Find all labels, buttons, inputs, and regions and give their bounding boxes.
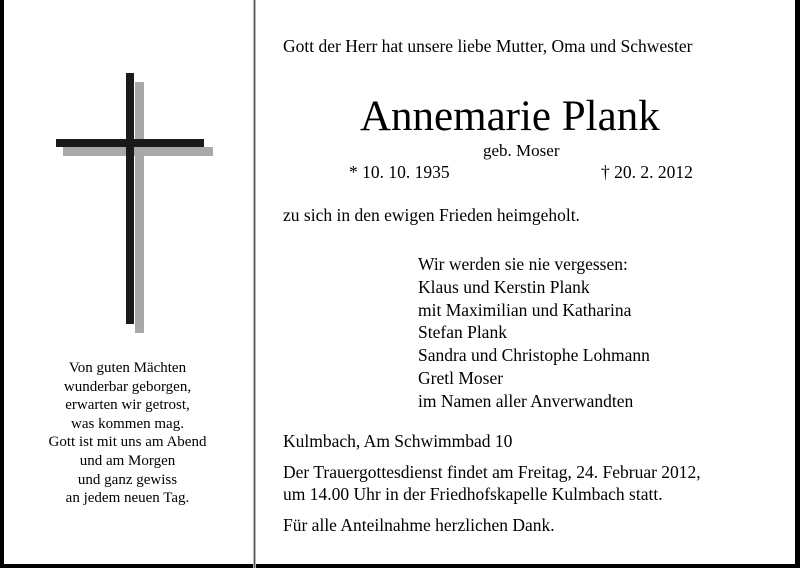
mourner-line: mit Maximilian und Katharina [418, 299, 632, 320]
poem-line: Gott ist mit uns am Abend [48, 434, 207, 451]
intro-text: Gott der Herr hat unsere liebe Mutter, Oma und Schwester [283, 36, 693, 56]
cross-shadow-vertical [135, 82, 144, 333]
column-divider [253, 0, 256, 568]
poem-line: an jedem neuen Tag. [65, 490, 190, 507]
mourner-line: Stefan Plank [418, 322, 507, 343]
mourner-line: Sandra und Christophe Lohmann [418, 345, 650, 366]
address: Kulmbach, Am Schwimmbad 10 [283, 431, 513, 451]
mourner-line: im Namen aller Anverwandten [418, 390, 634, 411]
poem-line: und am Morgen [79, 452, 176, 469]
poem [20, 359, 235, 508]
cross-shadow-horizontal [63, 147, 213, 156]
service-line: um 14.00 Uhr in der Friedhofskapelle Kulmbach statt. [283, 484, 663, 504]
death-date: † 20. 2. 2012 [601, 162, 693, 182]
cross-icon [0, 0, 253, 360]
mourner-line: Wir werden sie nie vergessen: [418, 254, 628, 274]
cross-bar-horizontal [56, 139, 204, 147]
mourners-list [418, 253, 650, 413]
maiden-name: geb. Moser [483, 141, 560, 160]
thanks-text: Für alle Anteilnahme herzlichen Dank. [283, 515, 555, 535]
service-line: Der Trauergottesdienst findet am Freitag, 24. Februar 2012, [283, 462, 701, 482]
mourner-line: Klaus und Kerstin Plank [418, 276, 590, 297]
poem-line: und ganz gewiss [77, 471, 178, 488]
poem-line: wunderbar geborgen, [63, 378, 192, 395]
home-text: zu sich in den ewigen Frieden heimgeholt. [283, 205, 580, 225]
service-info [283, 461, 701, 505]
cross-bar-vertical [126, 73, 134, 324]
birth-date: * 10. 10. 1935 [349, 162, 450, 182]
deceased-name: Annemarie Plank [360, 93, 660, 140]
mourner-line: Gretl Moser [418, 367, 504, 388]
poem-line: erwarten wir getrost, [65, 397, 190, 414]
poem-line: Von guten Mächten [68, 360, 187, 376]
poem-line: was kommen mag. [71, 415, 184, 432]
